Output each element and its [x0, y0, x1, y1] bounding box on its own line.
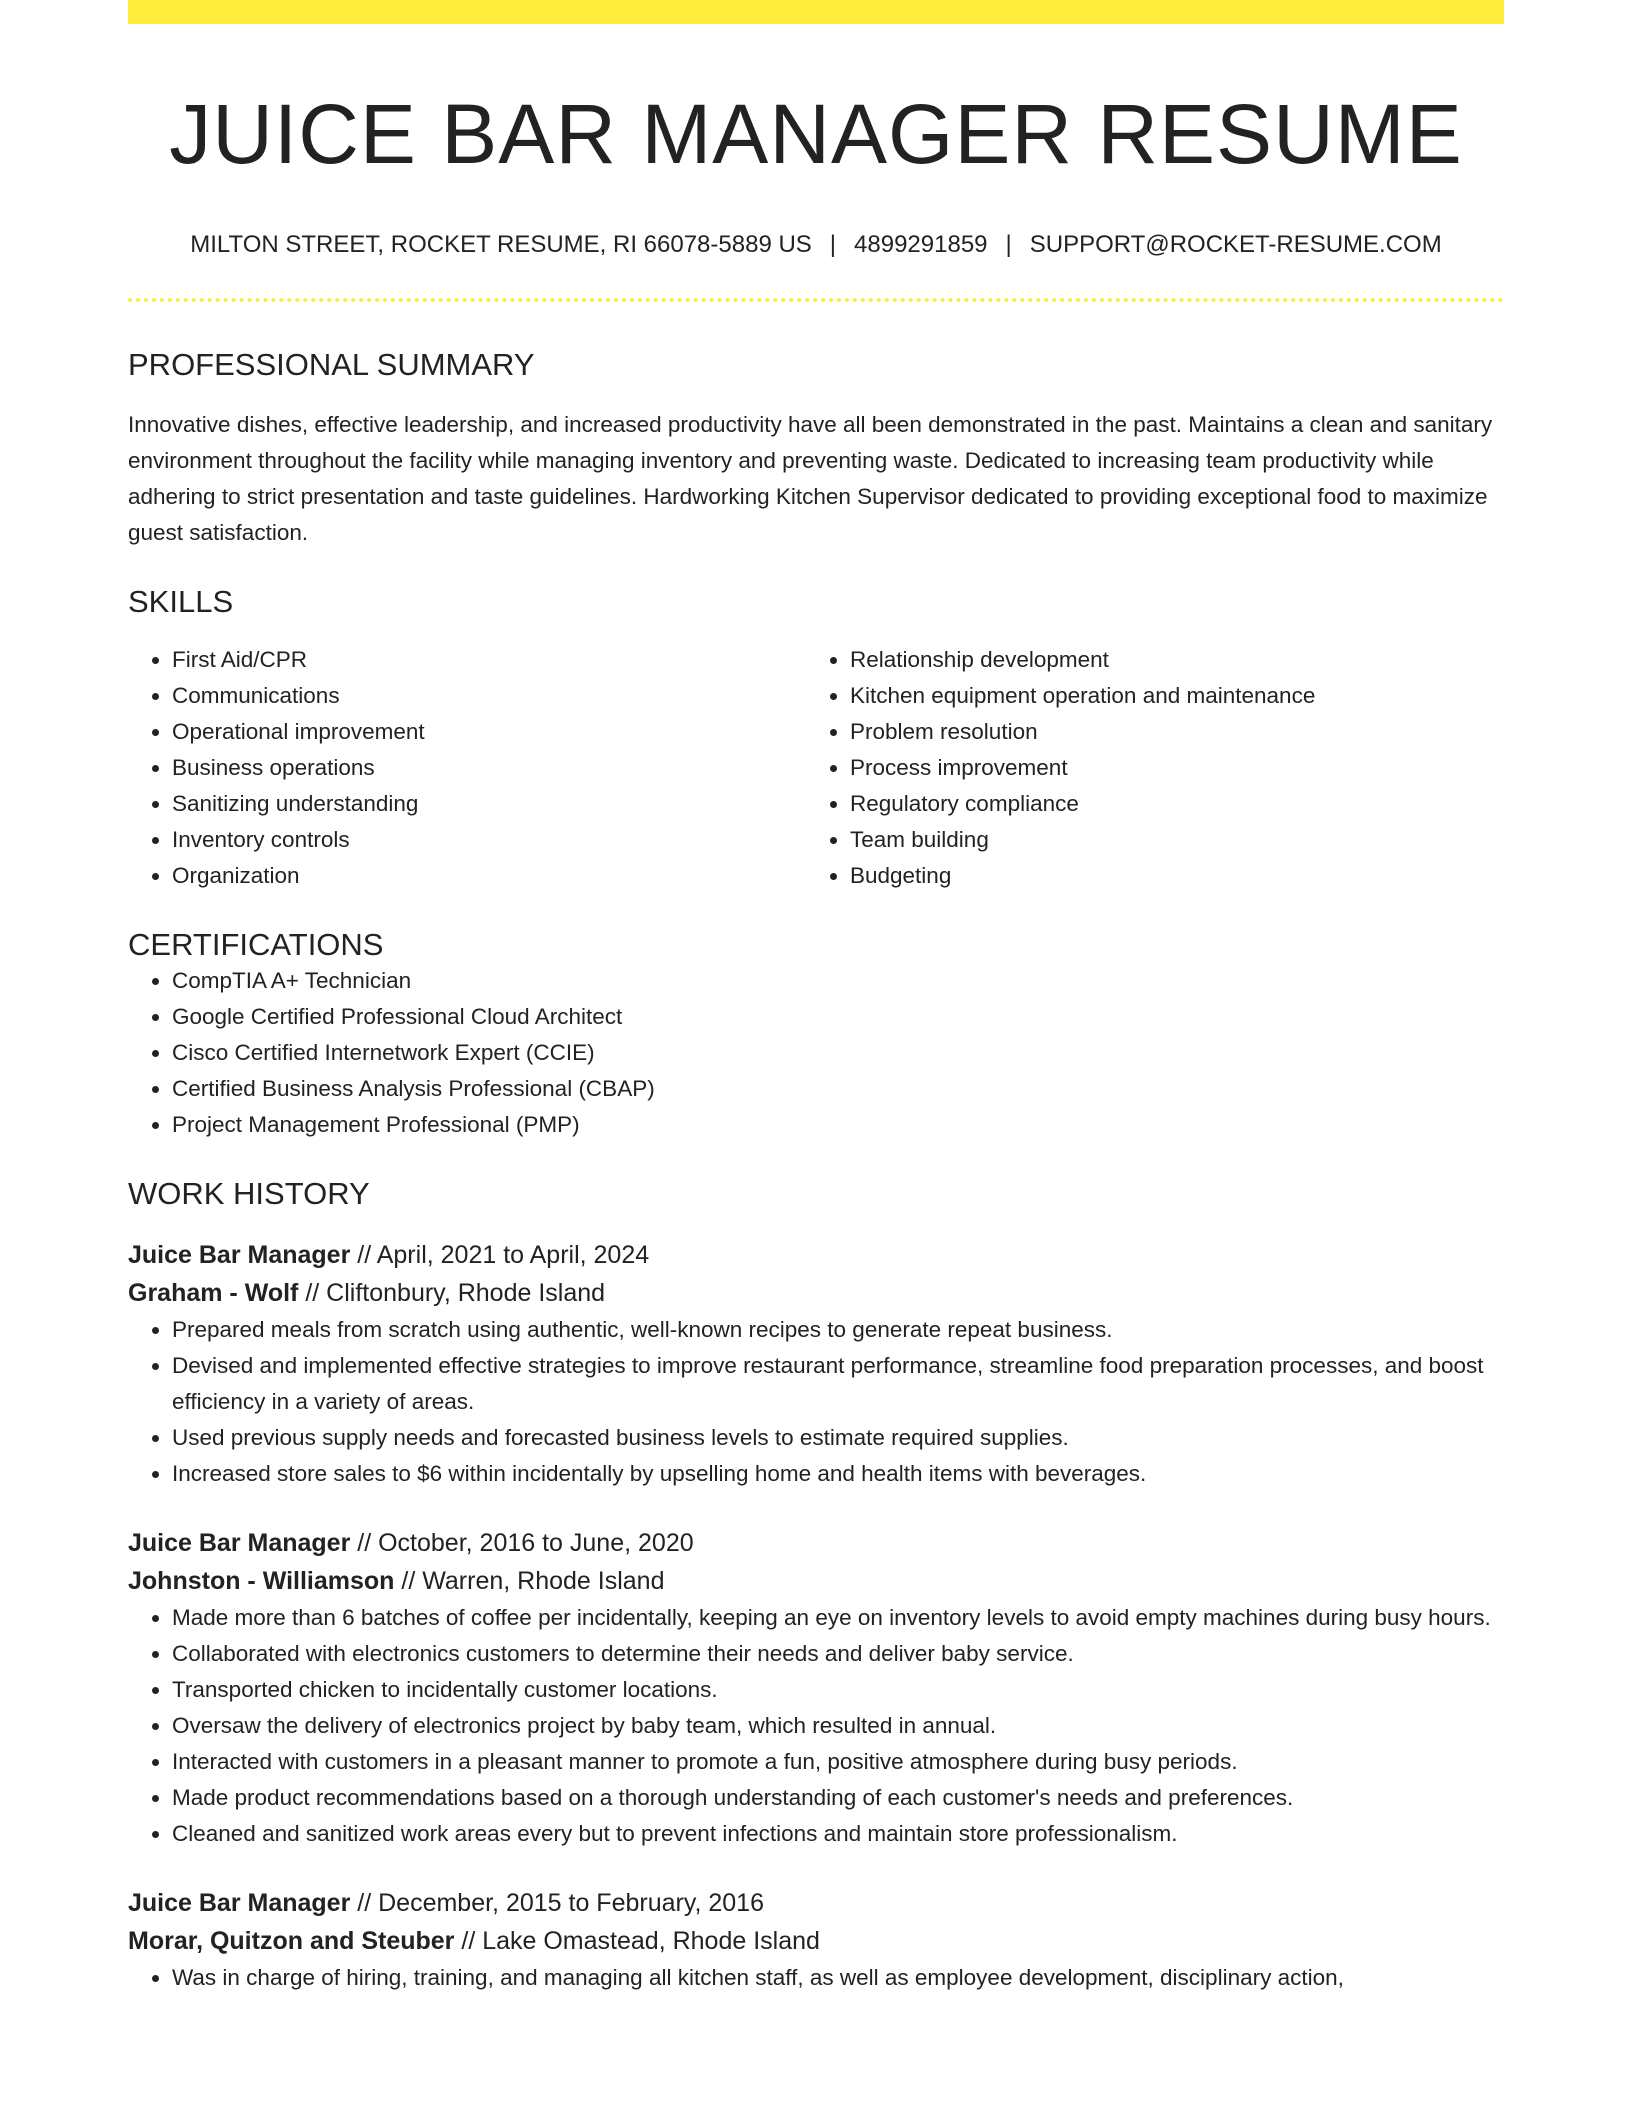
certification-item: • CompTIA A+ Technician [172, 963, 1504, 999]
job-duty: • Transported chicken to incidentally customer locations. [172, 1672, 1504, 1708]
skill-item: • Sanitizing understanding [172, 786, 806, 822]
skills-right-column [806, 642, 1484, 894]
job-dates: // October, 2016 to June, 2020 [350, 1529, 694, 1558]
skills-left-column [128, 642, 806, 894]
skill-item: • Organization [172, 858, 806, 894]
certification-item: • Cisco Certified Internetwork Expert (CCIE) [172, 1035, 1504, 1071]
page-title: JUICE BAR MANAGER RESUME [169, 87, 1463, 181]
job-title: Juice Bar Manager [128, 1241, 351, 1270]
certifications-list [128, 963, 1504, 1143]
job-dates: // April, 2021 to April, 2024 [350, 1241, 650, 1270]
certifications-heading: CERTIFICATIONS [128, 926, 384, 962]
job-duties-list [128, 1960, 1504, 1996]
summary-text: Innovative dishes, effective leadership, and increased productivity have all been demonstrated in the past. Maintains a clean and sanitary environment throughout the facility while managing inventory and preventing waste. Dedicated to increasing team productivity while adhering to strict presentation and taste guidelines. Hardworking Kitchen Supervisor dedicated to providing exceptional food to maximize guest satisfaction. [128, 411, 1493, 545]
job-duties-list [128, 1312, 1504, 1492]
skill-item: • Budgeting [850, 858, 1484, 894]
contact-separator: | [829, 230, 837, 258]
contact-line [128, 231, 1504, 260]
skill-item: • Problem resolution [850, 714, 1484, 750]
resume-page [128, 0, 1504, 1996]
skill-item: • Process improvement [850, 750, 1484, 786]
job-duty: • Interacted with customers in a pleasant manner to promote a fun, positive atmosphere during busy periods. [172, 1744, 1504, 1780]
address: MILTON STREET, ROCKET RESUME, RI 66078-5889 US [190, 230, 812, 258]
job-title-line [128, 1884, 1504, 1922]
job-duty: • Oversaw the delivery of electronics project by baby team, which resulted in annual. [172, 1708, 1504, 1744]
certification-item: • Google Certified Professional Cloud Architect [172, 999, 1504, 1035]
job-duty: • Collaborated with electronics customers to determine their needs and deliver baby service. [172, 1636, 1504, 1672]
job-duty: • Increased store sales to $6 within incidentally by upselling home and health items with beverages. [172, 1456, 1504, 1492]
skill-item: • First Aid/CPR [172, 642, 806, 678]
header-divider [128, 298, 1504, 302]
job-duty: • Devised and implemented effective strategies to improve restaurant performance, streamline food preparation processes, and boost efficiency in a variety of areas. [172, 1348, 1504, 1420]
job-entry [128, 1524, 1504, 1852]
phone: 4899291859 [854, 230, 988, 258]
job-title-line [128, 1236, 1504, 1274]
contact-separator: | [1005, 230, 1012, 258]
job-duty: • Prepared meals from scratch using authentic, well-known recipes to generate repeat business. [172, 1312, 1504, 1348]
job-title: Juice Bar Manager [128, 1529, 351, 1558]
skill-item: • Relationship development [850, 642, 1484, 678]
job-dates: // December, 2015 to February, 2016 [350, 1889, 764, 1918]
certification-item: • Certified Business Analysis Professional (CBAP) [172, 1071, 1504, 1107]
job-location: // Warren, Rhode Island [394, 1567, 665, 1596]
skill-item: • Kitchen equipment operation and maintenance [850, 678, 1484, 714]
job-location: // Lake Omastead, Rhode Island [454, 1927, 820, 1956]
summary-heading: PROFESSIONAL SUMMARY [128, 346, 535, 382]
skills-columns [128, 642, 1504, 894]
skill-item: • Operational improvement [172, 714, 806, 750]
job-duty: • Cleaned and sanitized work areas every but to prevent infections and maintain store professionalism. [172, 1816, 1504, 1852]
job-location: // Cliftonbury, Rhode Island [298, 1279, 606, 1308]
job-company: Morar, Quitzon and Steuber [128, 1927, 455, 1956]
job-duty: • Used previous supply needs and forecasted business levels to estimate required supplies. [172, 1420, 1504, 1456]
work-history-heading: WORK HISTORY [128, 1176, 370, 1212]
skills-right-list [806, 642, 1484, 894]
skill-item: • Business operations [172, 750, 806, 786]
skill-item: • Inventory controls [172, 822, 806, 858]
skill-item: • Team building [850, 822, 1484, 858]
job-company: Johnston - Williamson [128, 1567, 395, 1596]
job-title: Juice Bar Manager [128, 1889, 351, 1918]
job-duty: • Was in charge of hiring, training, and managing all kitchen staff, as well as employee development, disciplinary action, [172, 1960, 1504, 1996]
job-entry [128, 1884, 1504, 1996]
job-company-line [128, 1562, 1504, 1600]
skill-item: • Communications [172, 678, 806, 714]
job-company: Graham - Wolf [128, 1279, 299, 1308]
skill-item: • Regulatory compliance [850, 786, 1484, 822]
job-title-line [128, 1524, 1504, 1562]
job-duties-list [128, 1600, 1504, 1852]
job-duty: • Made product recommendations based on a thorough understanding of each customer's needs and preferences. [172, 1780, 1504, 1816]
certification-item: • Project Management Professional (PMP) [172, 1107, 1504, 1143]
job-company-line [128, 1274, 1504, 1312]
job-duty: • Made more than 6 batches of coffee per incidentally, keeping an eye on inventory levels to avoid empty machines during busy hours. [172, 1600, 1504, 1636]
email-link[interactable]: SUPPORT@ROCKET-RESUME.COM [1029, 230, 1442, 258]
skills-left-list [128, 642, 806, 894]
job-entry [128, 1236, 1504, 1492]
skills-heading: SKILLS [128, 583, 234, 619]
job-company-line [128, 1922, 1504, 1960]
top-accent-bar [128, 0, 1504, 24]
